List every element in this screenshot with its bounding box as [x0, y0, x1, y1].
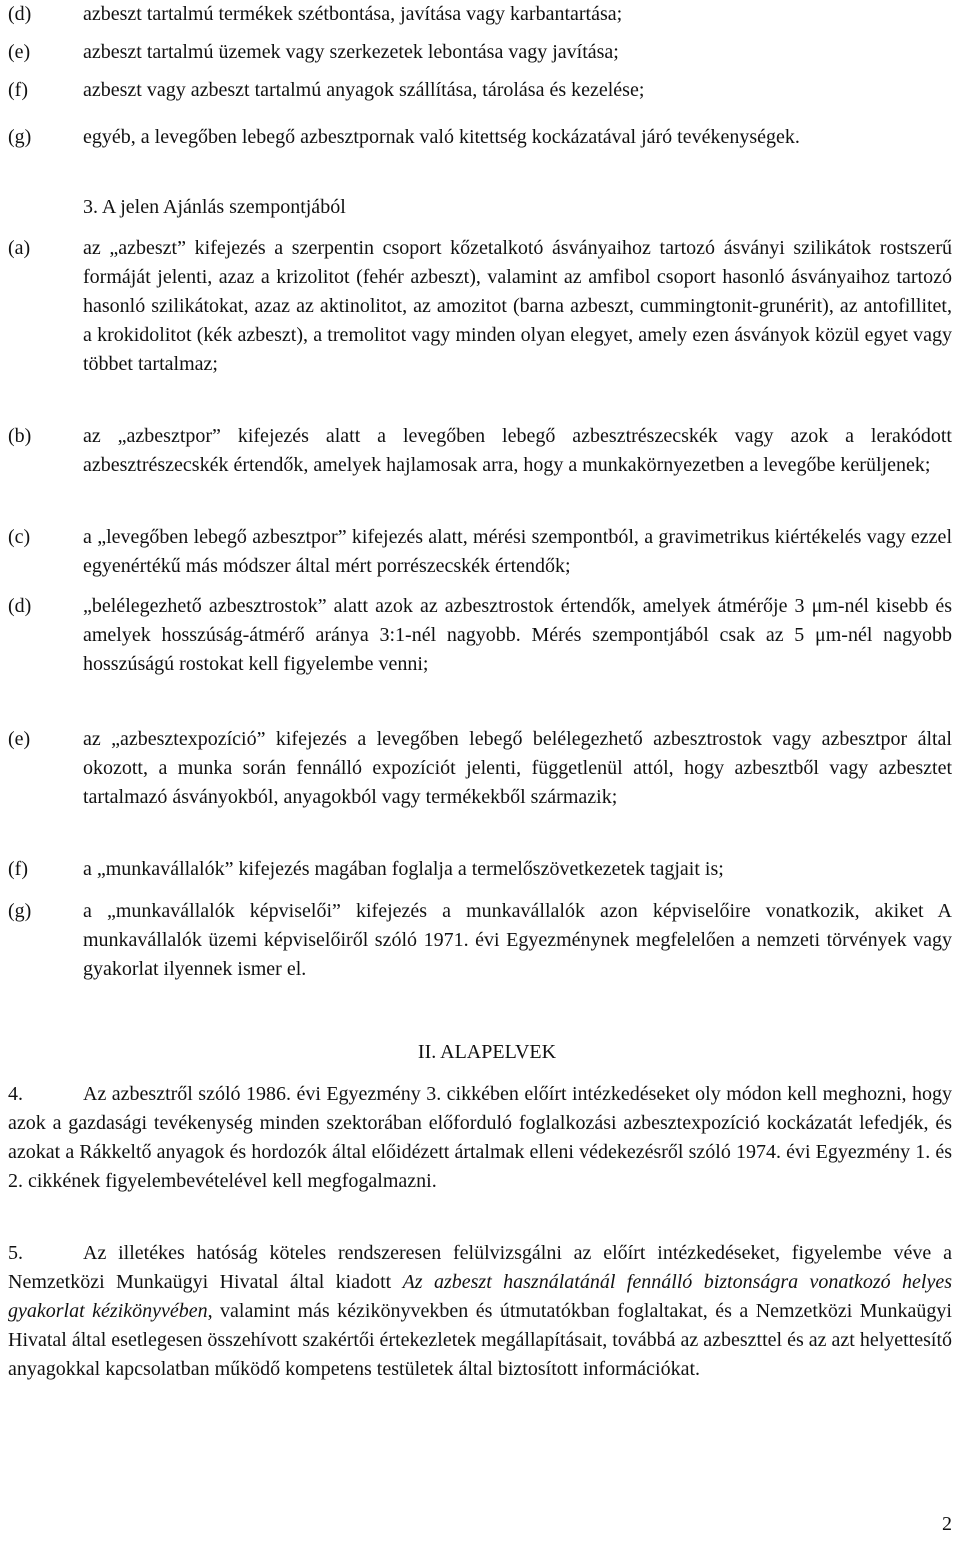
definition-label: (a) [8, 237, 31, 259]
definition-label: (e) [8, 728, 31, 750]
handbook-title: Az azbeszt használatánál fennálló biztonságra vonatkozó helyes gyakorlat kézikönyvében [8, 1271, 952, 1322]
definition-label: (d) [8, 595, 32, 617]
paragraph-4 [8, 1080, 952, 1196]
paragraph-number: 4. [8, 1083, 23, 1105]
list-item-text: egyéb, a levegőben lebegő azbesztpornak való kitettség kockázatával járó tevékenységek. [83, 126, 800, 148]
definition-label: (g) [8, 900, 32, 922]
list-item-label: (e) [8, 41, 31, 63]
definition-text: „belélegezhető azbesztrostok” alatt azok az azbesztrostok értendők, amelyek átmérője 3 μm-nél kisebb és amelyek hosszúság-átmérő aránya 3:1-nél nagyobb. Mérés szempontjából csak az 5 μm-nél nagyobb hosszúságú rostokat kell figyelembe venni; [83, 595, 952, 675]
definition-text: a „levegőben lebegő azbesztpor” kifejezés alatt, mérési szempontból, a gravimetrikus kiértékelés vagy ezzel egyenértékű más módszer által mért porrészecskék értendők; [83, 526, 952, 577]
section-number: 3. [83, 196, 98, 218]
section-intro-text: A jelen Ajánlás szempontjából [101, 196, 346, 218]
list-item-label: (f) [8, 79, 28, 101]
section-3-intro [83, 193, 346, 222]
list-item-text: azbeszt tartalmú termékek szétbontása, javítása vagy karbantartása; [83, 3, 623, 25]
page-number: 2 [942, 1513, 952, 1535]
list-item-label: (d) [8, 3, 32, 25]
definition-label: (f) [8, 858, 28, 880]
definition-text: az „azbesztexpozíció” kifejezés a levegőben lebegő belélegezhető azbesztrostok vagy azbesztpor által okozott, a munka során fennálló expozíciót jelenti, függetlenül attól, hogy azbesztből vagy azbesztet tartalmazó ásványokból, anyagokból vagy termékekből származik; [83, 728, 952, 808]
definition-text: a „munkavállalók” kifejezés magában foglalja a termelőszövetkezetek tagjait is; [83, 858, 724, 880]
definition-text: a „munkavállalók képviselői” kifejezés a munkavállalók azon képviselőire vonatkozik, akiket A munkavállalók üzemi képviselőiről szóló 1971. évi Egyezménynek megfelelően a nemzeti törvények vagy gyakorlat ilyennek ismer el. [83, 900, 952, 980]
list-item-text: azbeszt tartalmú üzemek vagy szerkezetek lebontása vagy javítása; [83, 41, 619, 63]
definition-text: az „azbeszt” kifejezés a szerpentin csoport kőzetalkotó ásványaihoz tartozó ásványi szilikátok rostszerű formáját jelenti, azaz a krizolitot (fehér azbeszt), valamint az amfibol csoport hasonló ásványaihoz tartozó hasonló szilikátokat, azaz az aktinolitot, az amozitot (barna azbeszt, cummingtonit-grunérit), az antofillitet, a krokidolitot (kék azbeszt), a tremolitot vagy minden olyan elegyet, amely ezen ásványok közül egyet vagy többet tartalmaz; [83, 237, 952, 375]
section-title: II. ALAPELVEK [417, 1041, 557, 1063]
definition-text: az „azbesztpor” kifejezés alatt a levegőben lebegő azbesztrészecskék vagy azok a lerakódott azbesztrészecskék értendők, amelyek hajlamosak arra, hogy a munkakörnyezetben a levegőbe kerüljenek; [83, 425, 952, 476]
paragraph-text-continued: , valamint más kézikönyvekben és útmutatókban foglaltakat, és a Nemzetközi Munkaügyi Hivatal által esetlegesen összehívott szakértői értekezletek megállapításait, továbbá az azbeszttel és az azt helyettesítő anyagokkal kapcsolatban működő kompetens testületek által biztosított információkat. [8, 1300, 953, 1380]
definition-label: (b) [8, 425, 32, 447]
list-item-label: (g) [8, 126, 32, 148]
paragraph-text: Az illetékes hatóság köteles rendszeresen felülvizsgálni az előírt intézkedéseket, figyelembe véve a Nemzetközi Munkaügyi Hivatal által kiadott [8, 1242, 952, 1293]
list-item-text: azbeszt vagy azbeszt tartalmú anyagok szállítása, tárolása és kezelése; [83, 79, 645, 101]
paragraph-text: Az azbesztről szóló 1986. évi Egyezmény 3. cikkében előírt intézkedéseket oly módon kell meghozni, hogy azok a gazdasági tevékenység minden szektorában előforduló foglalkozási azbesztexpozíció kockázatát lefedjék, és azokat a Rákkeltő anyagok és hordozók által előidézett ártalmak elleni védekezésről szóló 1974. évi Egyezmény 1. és 2. cikkének figyelembevételével kell megfogalmazni. [8, 1083, 952, 1192]
definition-label: (c) [8, 526, 31, 548]
paragraph-number: 5. [8, 1242, 23, 1264]
paragraph-5 [8, 1239, 952, 1384]
